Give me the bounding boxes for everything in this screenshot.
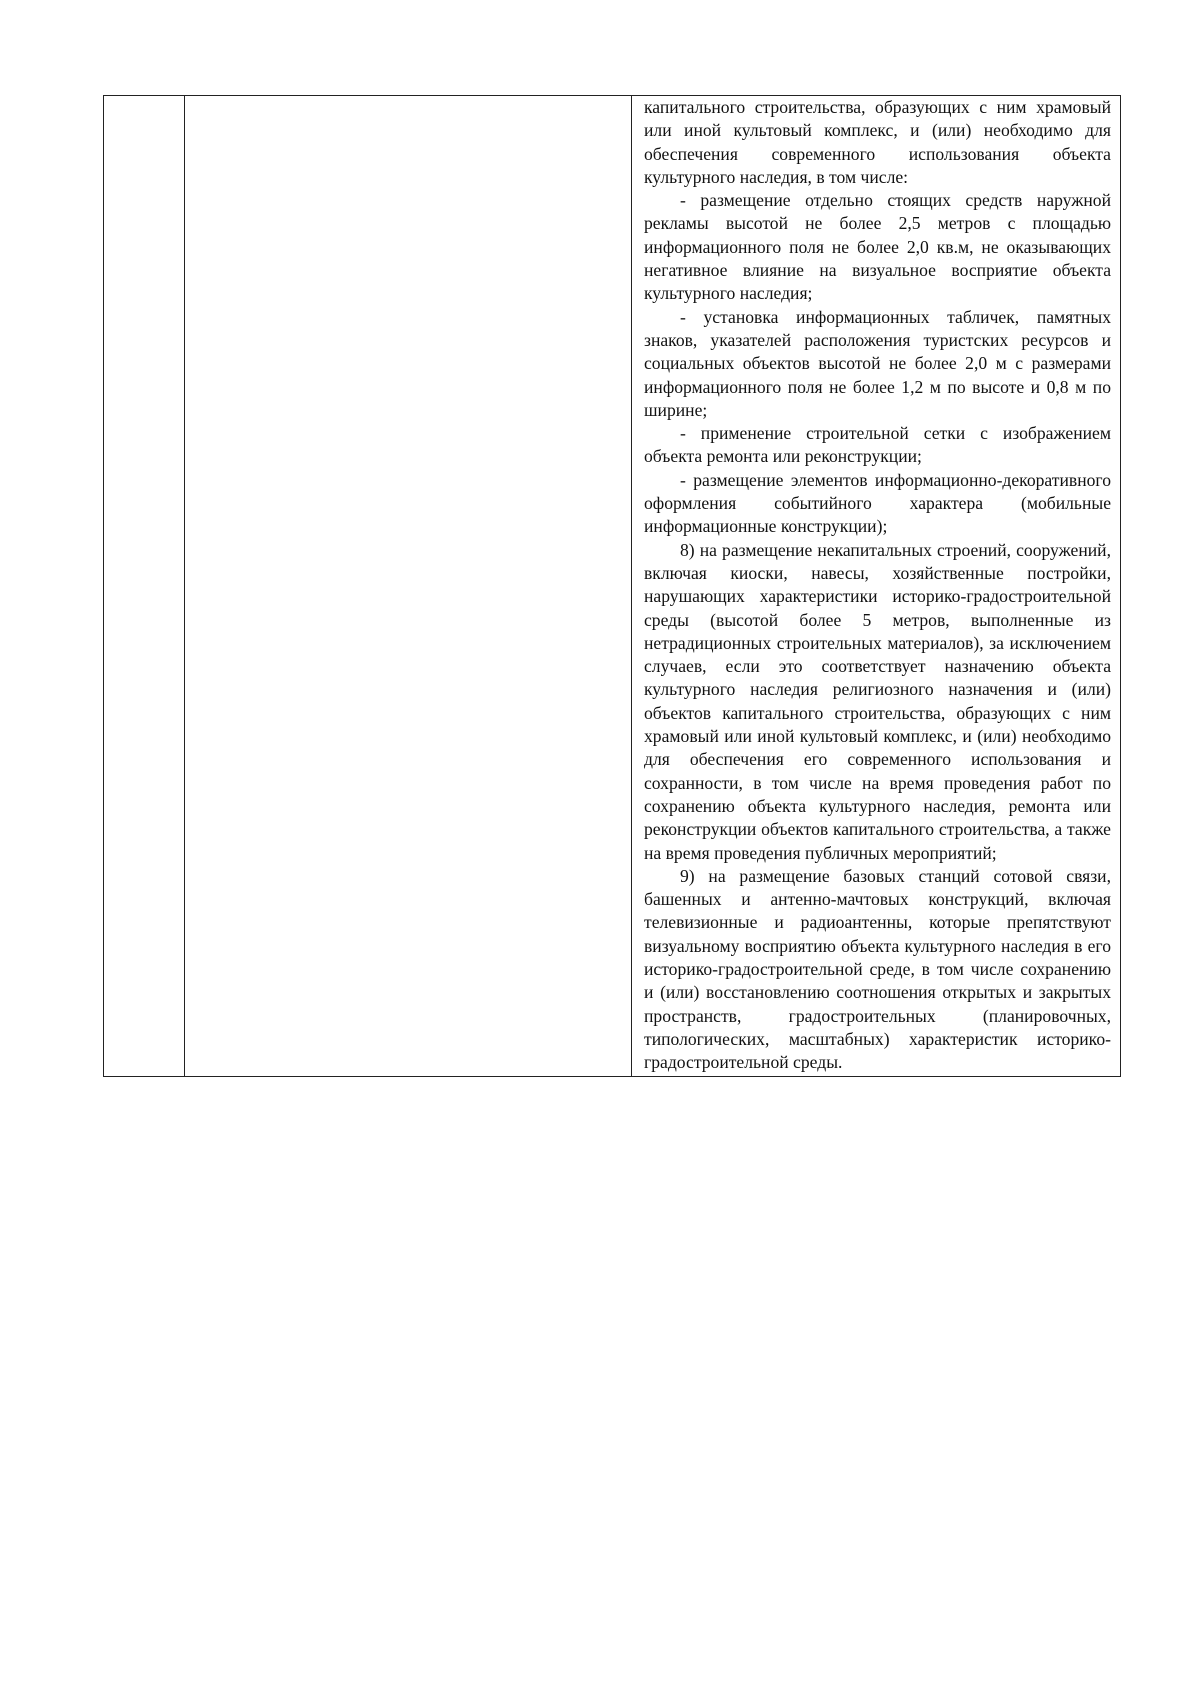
paragraph-intro: капитального строительства, образующих с ним храмовый или иной культовый комплекс, и (или) необходимо для обеспечения современного использования объекта культурного наследия, в том числе:: [644, 97, 1111, 187]
paragraph-decorative: - размещение элементов информационно-декоративного оформления событийного характера (мобильные информационные конструкции);: [644, 469, 1111, 537]
paragraph-signs: - установка информационных табличек, памятных знаков, указателей расположения туристских ресурсов и социальных объектов высотой не более 2,0 м с размерами информационного поля не более 1,2 м по высоте и 0,8 м по ширине;: [644, 306, 1111, 420]
table-row: [104, 96, 1121, 1077]
regulation-table: [103, 95, 1121, 1077]
paragraph-construction-mesh: - применение строительной сетки с изображением объекта ремонта или реконструкции;: [644, 423, 1111, 467]
number-cell: [104, 96, 185, 1077]
paragraph-advertising: - размещение отдельно стоящих средств наружной рекламы высотой не более 2,5 метров с площадью информационного поля не более 2,0 кв.м, не оказывающих негативное влияние на визуальное восприятие объекта культурного наследия;: [644, 190, 1111, 304]
paragraph-item-8: 8) на размещение некапитальных строений, сооружений, включая киоски, навесы, хозяйственные постройки, нарушающих характеристики историко-градостроительной среды (высотой более 5 метров, выполненные из нетрадиционных строительных материалов), за исключением случаев, если это соответствует назначению объекта культурного наследия религиозного назначения и (или) объектов капитального строительства, образующих с ним храмовый или иной культовый комплекс, и (или) необходимо для обеспечения его современного использования и сохранности, в том числе на время проведения работ по сохранению объекта культурного наследия, ремонта или реконструкции объектов капитального строительства, а также на время проведения публичных мероприятий;: [644, 539, 1111, 863]
zone-cell: [185, 96, 632, 1077]
paragraph-item-9: 9) на размещение базовых станций сотовой связи, башенных и антенно-мачтовых конструкций, включая телевизионные и радиоантенны, которые препятствуют визуальному восприятию объекта культурного наследия в его историко-градостроительной среде, в том числе сохранению и (или) восстановлению соотношения открытых и закрытых пространств, градостроительных (планировочных, типологических, масштабных) характеристик историко-градостроительной среды.: [644, 865, 1111, 1073]
requirements-cell: [632, 96, 1121, 1077]
